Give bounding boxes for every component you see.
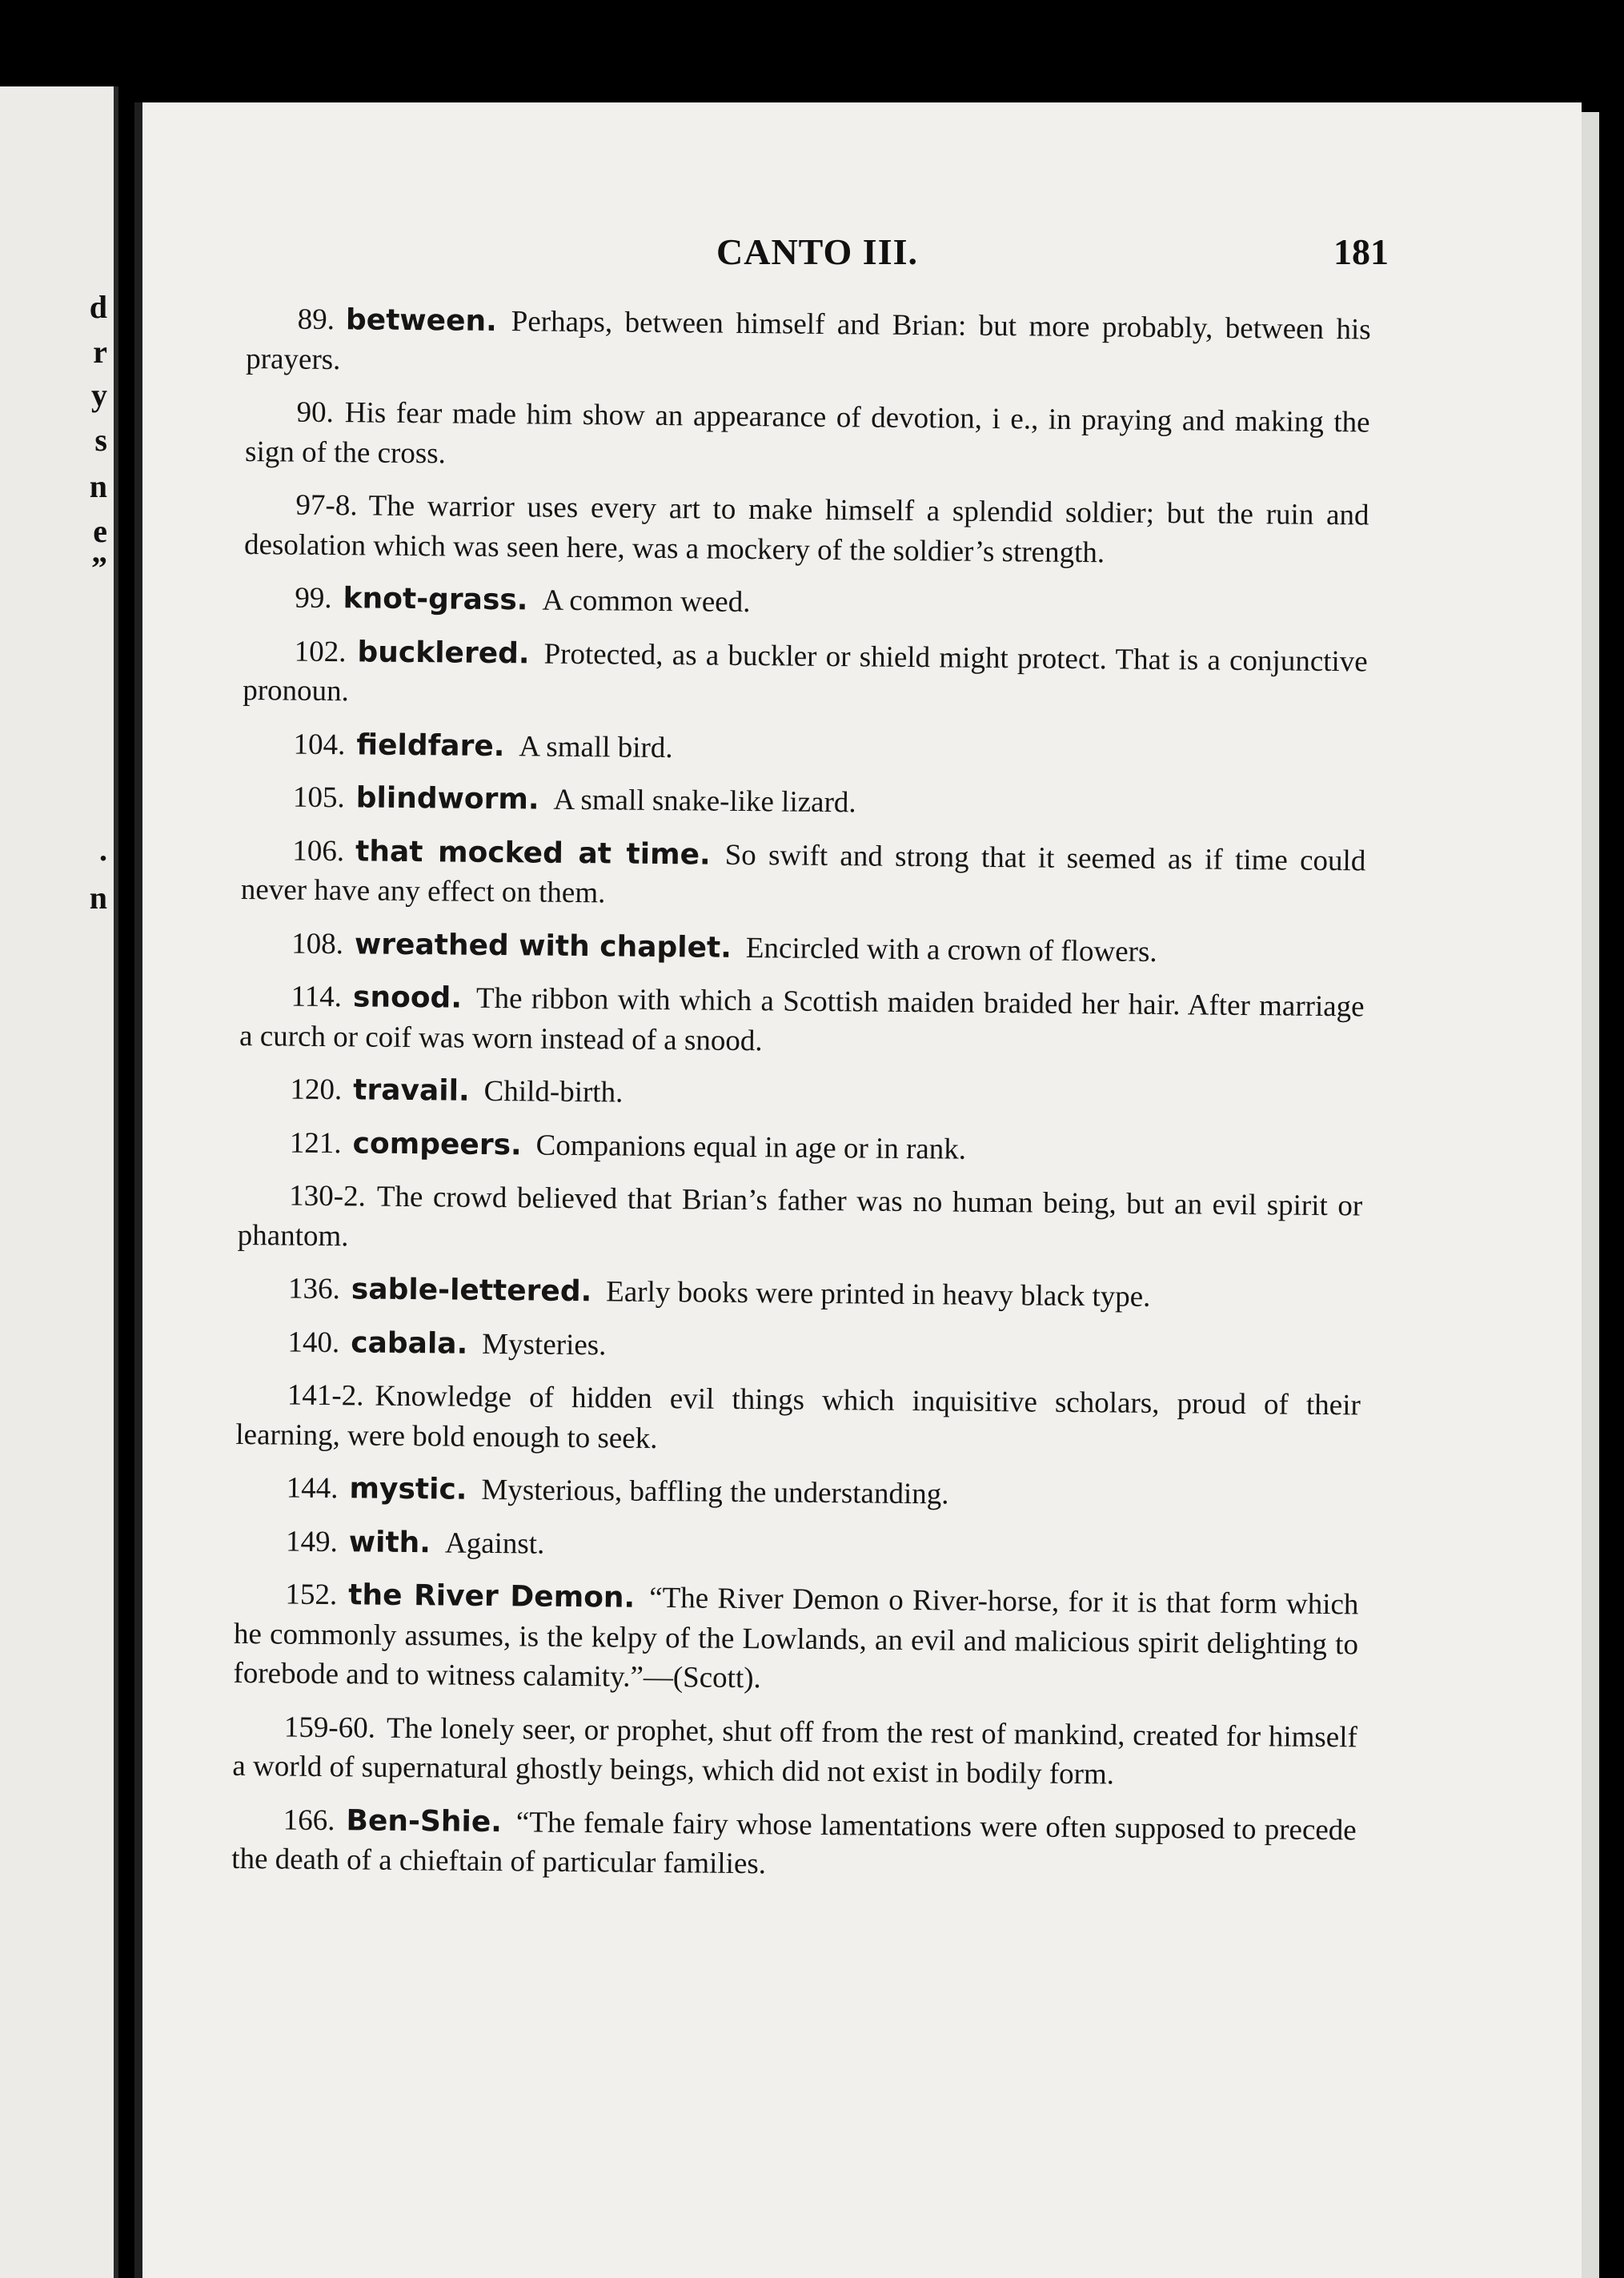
note-text: The ribbon with which a Scottish maiden braided her hair. After marriage a curch or coif was worn instead of a snood. (239, 981, 1365, 1057)
line-number: 106. (292, 834, 345, 868)
headword: knot-grass. (343, 582, 528, 617)
note-text: Protected, as a buckler or shield might protect. That is a conjunctive pronoun. (243, 637, 1368, 708)
note-text: His fear made him show an appearance of devotion, i e., in praying and making the sign of the cross. (244, 396, 1370, 470)
note-text: Companions equal in age or in rank. (535, 1129, 967, 1166)
canto-title: CANTO III. (716, 231, 918, 272)
note-entry (233, 1574, 1358, 1704)
line-number: 121. (289, 1126, 342, 1160)
headword: travail. (353, 1073, 470, 1108)
note-entry (242, 777, 1366, 828)
headword: bucklered. (357, 635, 530, 670)
facing-page-fragment: y (91, 377, 107, 413)
headword: the River Demon. (348, 1578, 636, 1614)
note-entry (240, 923, 1365, 973)
line-number: 141-2. (287, 1378, 364, 1413)
note-entry (245, 392, 1370, 482)
line-number: 136. (287, 1272, 341, 1306)
line-number: 140. (287, 1325, 340, 1359)
note-text: Knowledge of hidden evil things which inquisitive scholars, proud of their learning, were bold enough to seek. (235, 1379, 1361, 1455)
book-page (134, 102, 1582, 2278)
line-number: 90. (296, 395, 335, 430)
note-text: Perhaps, between himself and Brian: but more probably, between his prayers. (246, 305, 1371, 376)
facing-page-fragment: r (93, 334, 107, 370)
headword: cabala. (351, 1325, 468, 1361)
note-text: A small snake-like lizard. (553, 783, 856, 820)
note-text: Encircled with a crown of flowers. (745, 931, 1157, 969)
headword: mystic. (349, 1472, 467, 1506)
headword: compeers. (352, 1126, 522, 1161)
facing-page-fragment: . (99, 832, 107, 868)
note-entry (239, 1122, 1363, 1173)
headword: with. (348, 1525, 431, 1559)
note-text: The crowd believed that Brian’s father was no human being, but an evil spirit or phantom. (237, 1180, 1363, 1253)
note-text: Child-birth. (483, 1074, 624, 1109)
line-number: 108. (291, 927, 344, 961)
line-number: 89. (297, 303, 335, 337)
note-entry (235, 1468, 1360, 1518)
headword: wreathed with chaplet. (354, 927, 732, 965)
note-entry (243, 631, 1368, 720)
note-entry (239, 977, 1365, 1066)
line-number: 130-2. (289, 1179, 367, 1213)
facing-page-fragment: n (89, 468, 107, 504)
note-text: The warrior uses every art to make himself a splendid soldier; but the ruin and desolation which was seen here, was a mockery of the soldier’s strength. (243, 489, 1369, 569)
line-number: 159-60. (283, 1711, 376, 1745)
headword: snood. (352, 981, 463, 1015)
line-number: 152. (285, 1578, 338, 1612)
note-text: A small bird. (519, 729, 673, 764)
note-text: Early books were printed in heavy black type. (606, 1275, 1151, 1313)
facing-page-edge (0, 86, 118, 2278)
note-text: Mysterious, baffling the understanding. (481, 1473, 949, 1511)
note-text: Mysteries. (482, 1327, 607, 1362)
page-right-edge (1582, 112, 1599, 2278)
note-entry (241, 830, 1366, 920)
line-number: 97-8. (295, 488, 358, 523)
line-number: 102. (294, 635, 347, 668)
facing-page-fragment: n (89, 880, 107, 916)
facing-page-fragment: d (89, 289, 107, 325)
headword: fieldfare. (356, 728, 505, 763)
headword: that mocked at time. (355, 834, 711, 872)
line-number: 99. (295, 581, 332, 616)
note-entry (243, 578, 1368, 628)
note-entry (244, 485, 1369, 575)
note-text: A common weed. (542, 584, 751, 620)
headword: between. (345, 303, 497, 339)
facing-page-fragment: s (94, 422, 107, 458)
headword: Ben-Shie. (346, 1803, 503, 1839)
note-entry (235, 1375, 1361, 1465)
line-number: 120. (290, 1073, 343, 1107)
facing-page-fragment: ” (91, 550, 107, 586)
headword: sable-lettered. (351, 1273, 592, 1309)
note-text: “The River Demon o River-horse, for it is that form which he commonly assumes, is the kelpy of the Lowlands, an evil and malicious spirit delighting to forebode and to witness calamity.”—(Scott). (233, 1581, 1359, 1695)
note-text: Against. (444, 1526, 545, 1561)
note-entry (236, 1321, 1361, 1372)
notes-list (231, 299, 1371, 1903)
note-entry (246, 299, 1371, 389)
note-entry (238, 1176, 1363, 1265)
note-text: “The female fairy whose lamentations were often supposed to precede the death of a chieftain of particular families. (231, 1805, 1357, 1881)
line-number: 114. (291, 980, 343, 1014)
headword: blindworm. (355, 781, 539, 816)
note-entry (232, 1706, 1357, 1796)
line-number: 144. (286, 1471, 339, 1506)
line-number: 105. (292, 780, 345, 815)
page-number: 181 (1333, 231, 1389, 272)
note-entry (231, 1799, 1357, 1889)
note-entry (242, 724, 1366, 774)
line-number: 166. (283, 1803, 335, 1837)
facing-page-fragment: e (93, 513, 107, 549)
line-number: 149. (285, 1525, 339, 1558)
note-entry (239, 1069, 1363, 1120)
note-text: The lonely seer, or prophet, shut off from the rest of mankind, created for himself a world of supernatural ghostly beings, which did not exist in bodily form. (232, 1711, 1358, 1791)
note-entry (237, 1269, 1361, 1319)
note-text: So swift and strong that it seemed as if time could never have any effect on them. (240, 838, 1366, 910)
note-entry (235, 1521, 1359, 1571)
line-number: 104. (293, 728, 346, 761)
